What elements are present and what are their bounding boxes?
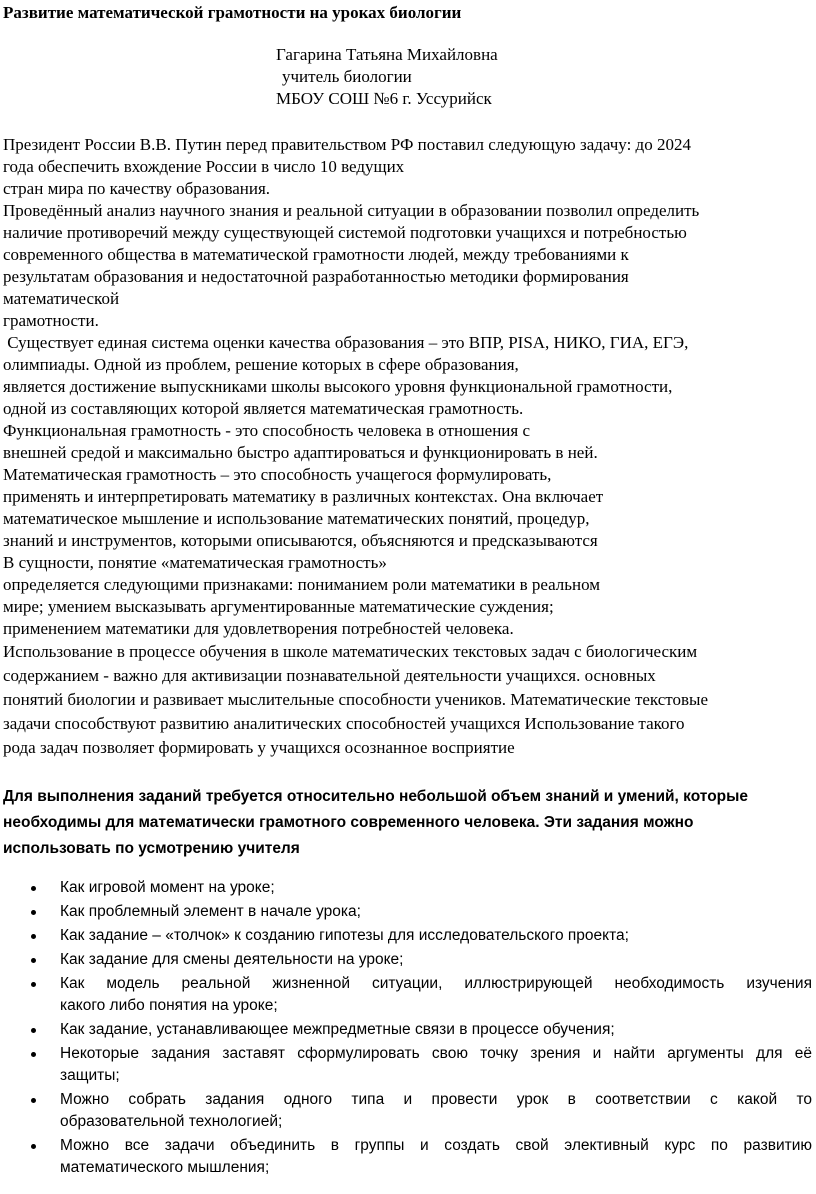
- list-item-text: Как задание, устанавливающее межпредметные связи в процессе обучения;: [60, 1021, 615, 1038]
- list-item: [0, 877, 816, 899]
- list-item: [0, 1043, 816, 1087]
- list-item: [0, 949, 816, 971]
- list-item-text: Можно собрать задания одного типа и провести урок в соответствии с какой то: [60, 1091, 812, 1108]
- author-name: Гагарина Татьяна Михайловна: [276, 45, 498, 64]
- body-line: применять и интерпретировать математику в различных контекстах. Она включает: [3, 487, 604, 506]
- body-line: результатам образования и недостаточной разработанностью методики формирования: [3, 267, 629, 286]
- body-line: математическое мышление и использование математических понятий, процедур,: [3, 509, 590, 528]
- bullet-dot-icon: [31, 1098, 36, 1103]
- body-line: Математическая грамотность – это способность учащегося формулировать,: [3, 465, 552, 484]
- author-school: МБОУ СОШ №6 г. Уссурийск: [276, 89, 492, 108]
- list-item-text: образовательной технологией;: [60, 1113, 283, 1130]
- body-line: Проведённый анализ научного знания и реальной ситуации в образовании позволил определить: [3, 201, 700, 220]
- list-item-text: Как задание для смены деятельности на уроке;: [60, 951, 404, 968]
- body-line: внешней средой и максимально быстро адаптироваться и функционировать в ней.: [3, 443, 598, 462]
- body-line: Существует единая система оценки качества образования – это ВПР, PISA, НИКО, ГИА, ЕГЭ,: [3, 333, 689, 352]
- bullet-list: [0, 877, 816, 1181]
- bold-line: использовать по усмотрению учителя: [3, 840, 300, 857]
- list-item-text: защиты;: [60, 1067, 120, 1084]
- body-line: наличие противоречий между существующей системой подготовки учащихся и потребностью: [3, 223, 687, 242]
- list-item-text: Можно все задачи объединить в группы и создать свой элективный курс по развитию: [60, 1137, 812, 1154]
- body-line: года обеспечить вхождение России в число 10 ведущих: [3, 157, 405, 176]
- bullet-dot-icon: [31, 934, 36, 939]
- list-item-text: Как модель реальной жизненной ситуации, иллюстрирующей необходимость изучения: [60, 975, 812, 992]
- body-line: задачи способствуют развитию аналитических способностей учащихся Использование такого: [3, 714, 685, 733]
- bullet-dot-icon: [31, 958, 36, 963]
- list-item: [0, 1019, 816, 1041]
- author-role: учитель биологии: [282, 67, 412, 86]
- body-line: В сущности, понятие «математическая грамотность»: [3, 553, 387, 572]
- document-title: Развитие математической грамотности на уроках биологии: [3, 3, 462, 22]
- list-item-text: Как проблемный элемент в начале урока;: [60, 903, 361, 920]
- body-text: [0, 134, 816, 760]
- body-line: современного общества в математической грамотности людей, между требованиями к: [3, 245, 629, 264]
- list-item: [0, 901, 816, 923]
- list-item-text: какого либо понятия на уроке;: [60, 997, 278, 1014]
- body-line: Функциональная грамотность - это способность человека в отношения с: [3, 421, 530, 440]
- body-line: Президент России В.В. Путин перед правительством РФ поставил следующую задачу: до 2024: [3, 135, 691, 154]
- bold-line: необходимы для математически грамотного современного человека. Эти задания можно: [3, 814, 694, 831]
- list-item: [0, 1135, 816, 1179]
- body-line: знаний и инструментов, которыми описываются, объясняются и предсказываются: [3, 531, 598, 550]
- bold-line: Для выполнения заданий требуется относительно небольшой объем знаний и умений, которые: [3, 788, 748, 805]
- list-item: [0, 973, 816, 1017]
- bullet-dot-icon: [31, 910, 36, 915]
- body-line: мире; умением высказывать аргументированные математические суждения;: [3, 597, 554, 616]
- body-line: определяется следующими признаками: пониманием роли математики в реальном: [3, 575, 601, 594]
- body-line: содержанием - важно для активизации познавательной деятельности учащихся. основных: [3, 666, 656, 685]
- body-line: стран мира по качеству образования.: [3, 179, 271, 198]
- body-line: Использование в процессе обучения в школе математических текстовых задач с биологическим: [3, 642, 698, 661]
- body-line: одной из составляющих которой является математическая грамотность.: [3, 399, 524, 418]
- bullet-dot-icon: [31, 886, 36, 891]
- list-item-text: Как задание – «толчок» к созданию гипотезы для исследовательского проекта;: [60, 927, 629, 944]
- body-line: грамотности.: [3, 311, 99, 330]
- body-line: математической: [3, 289, 120, 308]
- body-line: применением математики для удовлетворения потребностей человека.: [3, 619, 514, 638]
- bullet-dot-icon: [31, 1052, 36, 1057]
- bold-paragraph: [0, 784, 816, 862]
- body-line: олимпиады. Одной из проблем, решение которых в сфере образования,: [3, 355, 519, 374]
- bullet-dot-icon: [31, 1144, 36, 1149]
- list-item-text: Некоторые задания заставят сформулировать свою точку зрения и найти аргументы для её: [60, 1045, 812, 1062]
- list-item-text: математического мышления;: [60, 1159, 270, 1176]
- list-item: [0, 925, 816, 947]
- list-item: [0, 1089, 816, 1133]
- bullet-dot-icon: [31, 982, 36, 987]
- body-line: рода задач позволяет формировать у учащихся осознанное восприятие: [3, 738, 515, 757]
- body-line: понятий биологии и развивает мыслительные способности учеников. Математические текстовые: [3, 690, 709, 709]
- body-line: является достижение выпускниками школы высокого уровня функциональной грамотности,: [3, 377, 673, 396]
- bullet-dot-icon: [31, 1028, 36, 1033]
- list-item-text: Как игровой момент на уроке;: [60, 879, 275, 896]
